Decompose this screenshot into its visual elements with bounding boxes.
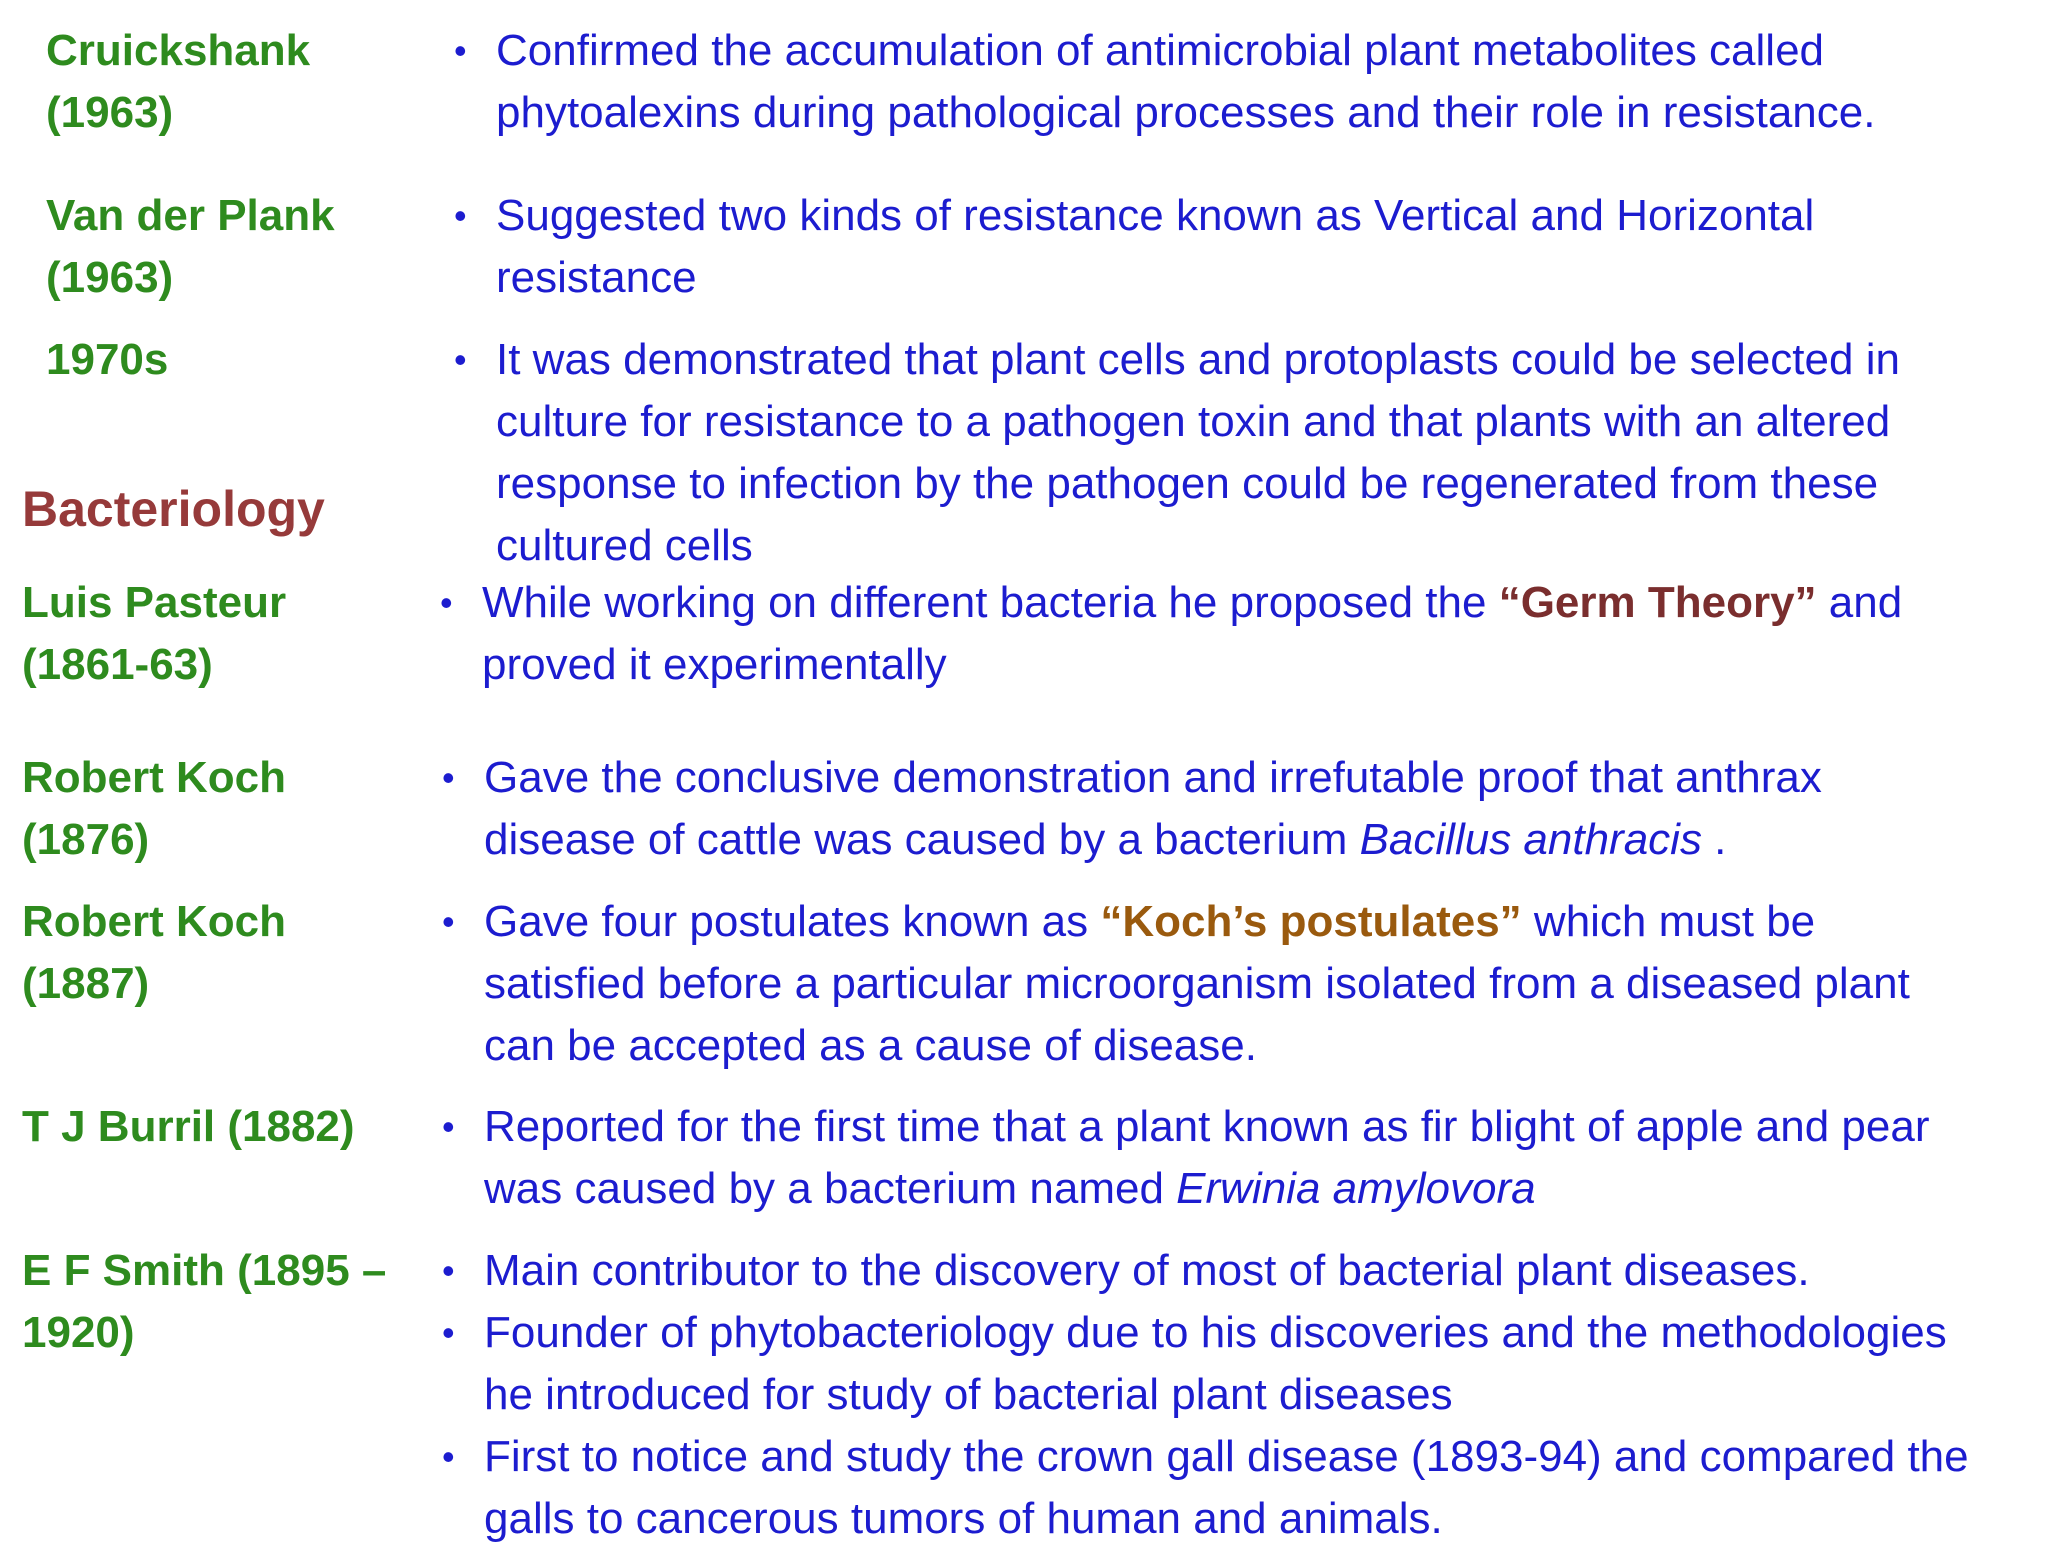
bullet-icon: • — [442, 1106, 455, 1147]
section-heading-bacteriology: Bacteriology — [22, 481, 325, 537]
bullet-text: While working on different bacteria he proposed the — [482, 578, 1499, 627]
bullet-item — [442, 891, 1954, 1077]
entry-name: 1970s — [46, 335, 169, 384]
bullet-text: Main contributor to the discovery of most of bacterial plant diseases. — [484, 1246, 1810, 1295]
bullet-icon: • — [442, 901, 455, 942]
entry-name: T J Burril (1882) — [22, 1102, 355, 1151]
bullet-item — [442, 1302, 2004, 1426]
germ-theory-highlight: “Germ Theory” — [1498, 578, 1817, 627]
bullet-icon: • — [442, 757, 455, 798]
bullet-text: Reported for the first time that a plant known as fir blight of apple and pear was caused by a bacterium named — [484, 1102, 1930, 1213]
entry-name: Luis Pasteur (1861-63) — [22, 578, 287, 689]
entry-name: Robert Koch (1876) — [22, 753, 286, 864]
bullet-item — [442, 747, 1974, 871]
bullet-text-continued: . — [1701, 815, 1727, 864]
bullet-text: First to notice and study the crown gall disease (1893-94) and compared the galls to cancerous tumors of human and animals. — [484, 1432, 1969, 1543]
bullet-text-continued: which must be satisfied before a particular microorganism isolated from a diseased plant can be accepted as a cause of disease. — [484, 897, 1910, 1070]
bullet-icon: • — [442, 1312, 455, 1353]
entry-bullets — [442, 1096, 1964, 1220]
entry-bullets — [440, 572, 1952, 696]
bullet-icon: • — [454, 195, 467, 236]
kochs-postulates-highlight: “Koch’s postulates” — [1100, 897, 1522, 946]
entry-name: Van der Plank (1963) — [46, 191, 335, 302]
bullet-text: Suggested two kinds of resistance known as Vertical and Horizontal resistance — [496, 191, 1815, 302]
entry-name: E F Smith (1895 – 1920) — [22, 1246, 387, 1357]
entry-bullets — [442, 1240, 2004, 1550]
entry-bullets — [442, 747, 1974, 871]
bullet-item — [454, 329, 2026, 577]
bullet-item — [442, 1240, 2004, 1302]
bullet-text: Founder of phytobacteriology due to his discoveries and the methodologies he introduced for study of bacterial plant diseases — [484, 1308, 1947, 1419]
bullet-icon: • — [440, 582, 453, 623]
bullet-icon: • — [454, 30, 467, 71]
bullet-item — [442, 1426, 2004, 1550]
bullet-item — [440, 572, 1952, 696]
entry-bullets — [454, 185, 1976, 309]
entry-bullets — [454, 20, 2016, 144]
bullet-icon: • — [442, 1436, 455, 1477]
entry-name: Robert Koch (1887) — [22, 897, 286, 1008]
bullet-text-continued: and proved it experimentally — [482, 578, 1903, 689]
entry-bullets — [454, 329, 2026, 577]
bullet-item — [454, 185, 1976, 309]
bullet-icon: • — [442, 1250, 455, 1291]
species-name: Bacillus anthracis — [1359, 815, 1702, 864]
bullet-item — [442, 1096, 1964, 1220]
bullet-text: It was demonstrated that plant cells and protoplasts could be selected in culture for resistance to a pathogen toxin and that plants with an altered response to infection by the pathogen could be regenerated from these cultured cells — [496, 335, 1900, 570]
bullet-text: Gave the conclusive demonstration and irrefutable proof that anthrax disease of cattle was caused by a bacterium — [484, 753, 1822, 864]
entry-bullets — [442, 891, 1954, 1077]
bullet-text: Gave four postulates known as — [484, 897, 1101, 946]
bullet-item — [454, 20, 2016, 144]
bullet-icon: • — [454, 339, 467, 380]
entry-name: Cruickshank (1963) — [46, 26, 311, 137]
species-name: Erwinia amylovora — [1176, 1164, 1536, 1213]
bullet-text: Confirmed the accumulation of antimicrobial plant metabolites called phytoalexins during pathological processes and their role in resistance. — [496, 26, 1876, 137]
